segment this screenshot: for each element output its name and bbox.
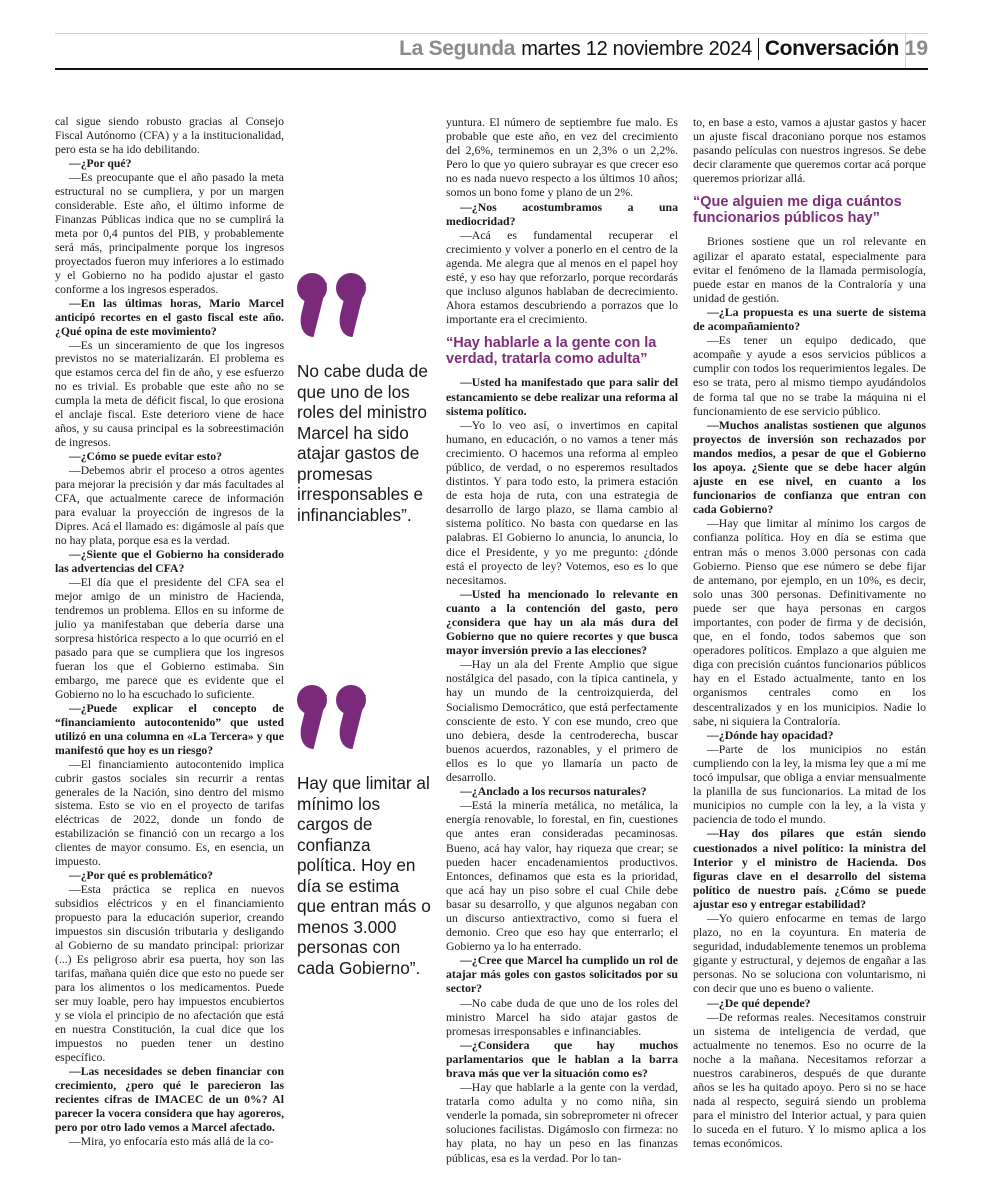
question: —¿De qué depende? (707, 995, 811, 1010)
paragraph: —Es preocupante que el año pasado la meta estructural no se cumpliera, y por un margen considerable. Este año, el último informe de Finanzas Públicas indica que no se cumplirá la meta por 0,4 puntos del PIB, y probablemente será más, principalmente porque los ingresos proyectados fueron muy inferiores a lo estimado y el Gobierno no ha podido ajustar el gasto conforme a los ingresos esperados. (55, 170, 284, 296)
paragraph: —Yo quiero enfocarme en temas de largo plazo, no en la coyuntura. En materia de seguridad, indudablemente tenemos un problema gigante y estructural, y dejemos de engañar a las personas. No se soluciona con voluntarismo, ni con decir que uno es bueno o valiente. (693, 910, 926, 996)
paragraph: —El día que el presidente del CFA sea el mejor amigo de un ministro de Hacienda, tendremos un problema. Ellos en su informe de julio ya manifestaban que debería darse una sorpresa histórica respecto a lo que ocurrió en el pasado para que se cumpliera que los ingresos fueran los que el Gobierno estimaba. Sin embargo, me parece que es evidente que el Gobierno no lo ha escuchado lo suficiente. (55, 575, 284, 701)
question: —¿Dónde hay opacidad? (707, 727, 834, 742)
paragraph: —Hay que limitar al mínimo los cargos de confianza política. Hoy en día se estima que entran más o menos 3.000 personas con cada Gobierno. Pienso que ese número se debe fijar de antemano, por ejemplo, en un 10%, es decir, solo unas 300 personas. Definitivamente no puede ser que haya personas en cargos importantes, con poder de firma y de decisión, que, en el fondo, todos sabemos que son operadores políticos. Emplazo a que alguien me diga con precisión cuántos funcionarios públicos hay en el Estado actualmente, tanto en los organismos centrales como en los descentralizados y en los municipios. Nadie lo sabe, ni siquiera la Contraloría. (693, 516, 926, 728)
article-column-1 (55, 115, 284, 1149)
pull-quote-text: No cabe duda de que uno de los roles del ministro Marcel ha sido atajar gastos de promesas irresponsables e infinanciables”. (297, 361, 428, 525)
question: —Muchos analistas sostienen que algunos proyectos de inversión son rechazados por mandos medios, a pesar de que el Gobierno los apoya. ¿Siente que se debe hacer algún ajuste en ese nivel, en cuanto a los funcionarios de confianza que entran con cada Gobierno? (693, 417, 926, 517)
question: —Usted ha manifestado que para salir del estancamiento se debe realizar una reforma al sistema político. (446, 375, 678, 418)
question: —¿Nos acostumbramos a una mediocridad? (446, 199, 678, 228)
paragraph: —Parte de los municipios no están cumpliendo con la ley, la misma ley que a mí me tocó impulsar, que obliga a enviar mensualmente la planilla de sus funcionarios. La mitad de los municipios no cumple con la ley, a la vista y paciencia de todo el mundo. (693, 741, 926, 827)
paragraph: —El financiamiento autocontenido implica cubrir gastos sociales sin recurrir a rentas generales de la Nación, sino dentro del mismo sistema. Esto se vio en el proyecto de tarifas eléctricas de 2022, donde un fondo de estabilización se financió con un recargo a los clientes de mayor consumo. Es, en esencia, un impuesto. (55, 757, 284, 869)
question: —¿Siente que el Gobierno ha considerado las advertencias del CFA? (55, 548, 284, 575)
quote-mark-icon (297, 273, 432, 339)
question: —¿Cómo se puede evitar esto? (69, 450, 222, 464)
paragraph: —Acá es fundamental recuperar el crecimiento y volver a ponerlo en el centro de la agenda. Me alegra que al menos en el papel hoy esté, y eso hay que reforzarlo, porque recordarás que incluso algunos hablaban de decrecimiento. Ahora estamos descubriendo a porrazos que lo importante era el crecimiento. (446, 227, 678, 327)
question: —Usted ha mencionado lo relevante en cuanto a la contención del gasto, pero ¿considera que hay un ala más dura del Gobierno que no quiere recortes y que busca mayor inversión previo a las elecciones? (446, 586, 678, 658)
paragraph: —Hay un ala del Frente Amplio que sigue nostálgica del pasado, con la típica cantinela, y hay un mundo de la centroizquierda, del Socialismo Democrático, que está perfectamente consciente de esto. Y con ese mundo, creo que uno debiera, desde la centroderecha, buscar buenos acuerdos, razonables, y el primero de ellos es lo que yo llamaría un pacto de desarrollo. (446, 657, 678, 785)
masthead-row (399, 37, 899, 61)
paragraph: —Hay que hablarle a la gente con la verdad, tratarla como adulta y no como niña, sin venderle la pomada, sin sobreprometer ni ofrecer soluciones facilistas. Digámoslo con firmeza: no hay plata, no hay un peso en las finanzas públicas, esa es la verdad. Por lo tan- (446, 1080, 678, 1165)
question: —En las últimas horas, Mario Marcel anticipó recortes en el gasto fiscal este año. ¿Qué opina de este movimiento? (55, 296, 284, 338)
paragraph: Briones sostiene que un rol relevante en agilizar el aparato estatal, especialmente para evitar el fenómeno de la llamada permisología, puede estar en manos de la Contraloría y una unidad de gestión. (693, 234, 926, 305)
paragraph: —Debemos abrir el proceso a otros agentes para mejorar la precisión y dar más facultades al CFA, que actualmente carece de información para evaluar la proyección de ingresos de la Dipres. Acá el llamado es: digámosle al país que no hay plata, porque esa es la verdad. (55, 464, 284, 548)
pull-quote-text: Hay que limitar al mínimo los cargos de confianza política. Hoy en día se estima que entran más o menos 3.000 personas con cada Gobierno”. (297, 773, 431, 978)
paragraph: cal sigue siendo robusto gracias al Consejo Fiscal Autónomo (CFA) y a la institucionalidad, pero esta se ha ido debilitando. (55, 115, 284, 156)
paragraph: yuntura. El número de septiembre fue malo. Es probable que este año, en vez del crecimiento del 2,6%, terminemos en un 2,3% o un 2,2%. Pero lo que yo quiero subrayar es que crecer eso no es nada nuevo respecto a los últimos 10 años; somos un bono fome y plano de un 2%. (446, 115, 678, 200)
question: —¿Considera que hay muchos parlamentarios que le hablan a la barra brava más que ver la situación como es? (446, 1037, 678, 1080)
question: —¿La propuesta es una suerte de sistema de acompañamiento? (693, 304, 926, 334)
paragraph: —De reformas reales. Necesitamos construir un sistema de inteligencia de verdad, que actualmente no tenemos. Eso no ocurre de la noche a la mañana. Necesitamos reforzar a nuestros carabineros, después de que durante años se les ha quitado apoyo. Pero si no se hace nada al respecto, seguirá siendo un problema para el ministro del Interior actual, y para quien lo suceda en el futuro. Y lo mismo aplica a los temas económicos. (693, 1009, 926, 1151)
question: —¿Por qué? (69, 156, 132, 170)
page-number: 19 (904, 37, 928, 60)
paragraph: to, en base a esto, vamos a ajustar gastos y hacer un ajuste fiscal draconiano porque nos estamos pasando películas con nuestros ingresos. Se debe decir claramente que queremos cortar acá porque queremos priorizar allá. (693, 115, 926, 186)
question: —¿Anclado a los recursos naturales? (460, 784, 647, 799)
paragraph: —Yo lo veo así, o invertimos en capital humano, en educación, o no vamos a tener más crecimiento. O hacemos una reforma al empleo público, de verdad, o no esperemos resultados distintos. Y para todo esto, la primera estación de esta hoja de ruta, con una estrategia de desarrollo de largo plazo, se llama cambio al sistema político. No basta con quedarse en las palabras. El Gobierno lo anuncia, lo anuncia, lo dice el Presidente, y yo me pregunto: ¿dónde está el proyecto de ley? Votemos, eso es lo que necesitamos. (446, 417, 678, 587)
question: —Hay dos pilares que están siendo cuestionados a nivel político: la ministra del Interior y el ministro de Hacienda. Dos figuras clave en el desarrollo del sistema político de nuestro país. ¿Cómo se puede ajustar eso y entregar estabilidad? (693, 826, 926, 911)
masthead-separator (758, 38, 759, 60)
paragraph: —Esta práctica se replica en nuevos subsidios eléctricos y en el financiamiento propuesto para la educación superior, creando impuestos sin discusión tributaria y desligando al Gobierno de su mandato principal: priorizar (...) Es peligroso abrir esa puerta, hoy son las tarifas, mañana quién dice que esto no puede ser para los alimentos o los medicamentos. Puede ser muy loable, pero hay impuestos encubiertos y se viola el principio de no afectación que está en nuestra Constitución, la cual dice que los impuestos no pueden tener un destino específico. (55, 883, 284, 1064)
paragraph: —Es un sinceramiento de que los ingresos previstos no se materializarán. El problema es que estamos cerca del fin de año, y ese esfuerzo no es trivial. Es probable que este año no se cumpla la meta de déficit fiscal, lo que erosiona el anclaje fiscal. Este deterioro viene de hace años, y su causa principal es la sobreestimación de ingresos. (55, 338, 284, 450)
question: —¿Puede explicar el concepto de “financiamiento autocontenido” que usted utilizó en una columna en «La Tercera» y que manifestó que hoy es un riesgo? (55, 701, 284, 757)
question: —¿Cree que Marcel ha cumplido un rol de atajar más goles con gastos solicitados por su sector? (446, 953, 678, 996)
paragraph: —Es tener un equipo dedicado, que acompañe y ayude a esos servicios públicos a cumplir con todos los requerimientos legales. De eso se trata, pero al mismo tiempo ayudándolos de forma tal que no se trabe la máquina ni el funcionamiento de ese servicio público. (693, 333, 926, 418)
masthead-bottom-rule (55, 68, 928, 70)
newspaper-name: La Segunda (399, 37, 516, 60)
quote-mark-icon (297, 685, 432, 751)
publication-date: martes 12 noviembre 2024 (521, 38, 752, 60)
question: —¿Por qué es problemático? (69, 869, 214, 883)
section-name: Conversación (764, 37, 899, 60)
article-column-2 (446, 115, 678, 1165)
section-heading: “Que alguien me diga cuántos funcionarios públicos hay” (693, 194, 902, 226)
question: —Las necesidades se deben financiar con crecimiento, ¿pero qué le parecieron las recientes cifras de IMACEC de un 0%? Al parecer la vocera considera que hay agoreros, pero por otro lado vemos a Marcel afectado. (55, 1064, 284, 1134)
section-heading: “Hay hablarle a la gente con la verdad, tratarla como adulta” (446, 335, 657, 367)
pull-quote-2 (297, 685, 432, 978)
pull-quote-1 (297, 273, 432, 525)
article-column-3 (693, 115, 926, 1151)
paragraph: —No cabe duda de que uno de los roles del ministro Marcel ha sido atajar gastos de promesas irresponsables e infinanciables. (446, 995, 678, 1038)
paragraph: —Mira, yo enfocaría esto más allá de la co- (69, 1134, 274, 1148)
paragraph: —Está la minería metálica, no metálica, la energía renovable, lo forestal, en fin, cuestiones que antes eran consideradas pecaminosas. Bueno, acá hay valor, hay riqueza que crear; se pueden hacer encadenamientos productivos. Entonces, definamos que esta es la prioridad, que acá hay un piso sobre el cual Chile debe basar su desarrollo, y que algunos negaban con un discurso antiextractivo, como si fuera el demonio. Creo que eso hay que enterrarlo; el Gobierno ya lo ha enterrado. (446, 798, 678, 954)
